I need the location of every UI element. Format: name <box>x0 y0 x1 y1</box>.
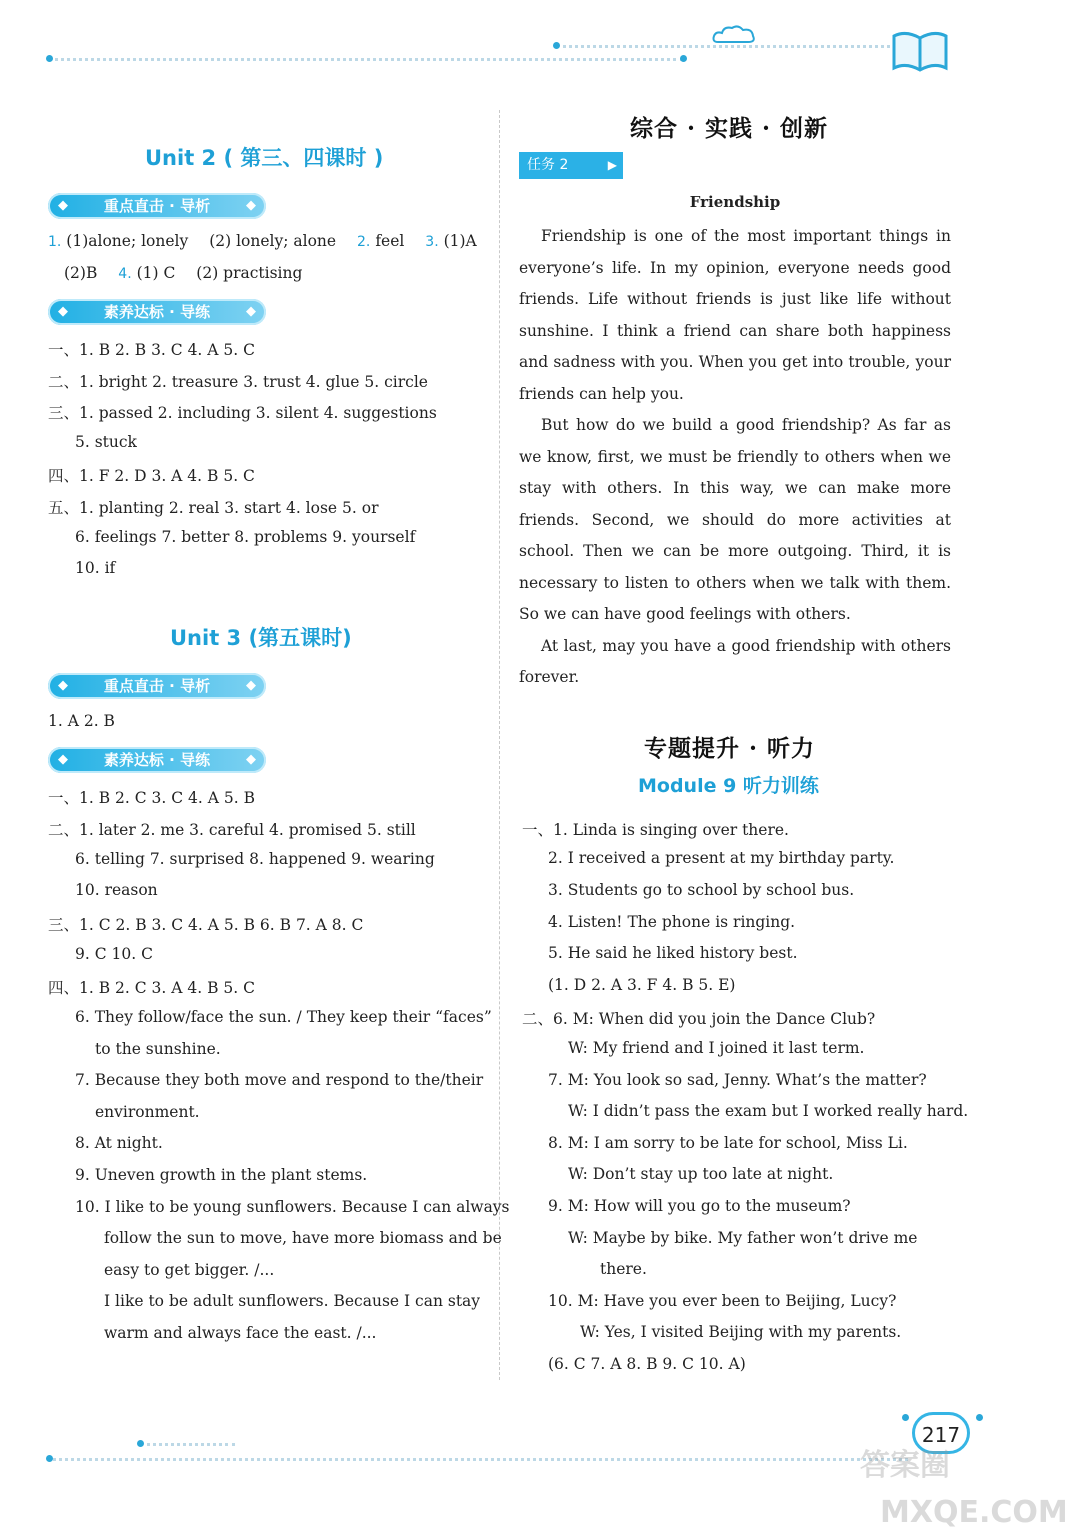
cloud-icon <box>712 24 756 50</box>
book-icon <box>890 28 950 78</box>
section-pill <box>48 673 266 699</box>
diamond-icon: ◆ <box>58 198 68 213</box>
answer-line: 三、1. C 2. B 3. C 4. A 5. B 6. B 7. A 8. C <box>48 916 364 934</box>
page-number: 217 <box>912 1412 970 1454</box>
answer-line: 7. Because they both move and respond to the/their <box>75 1071 484 1089</box>
module-title: Module 9 听力训练 <box>638 775 819 797</box>
listening-line: W: Don’t stay up too late at night. <box>568 1165 834 1183</box>
task-label-text: 任务 2 <box>527 157 569 173</box>
listening-line: (6. C 7. A 8. B 9. C 10. A) <box>548 1355 746 1373</box>
answer-text: feel <box>375 232 405 250</box>
answer-line: 1. A 2. B <box>48 712 115 730</box>
listening-line: 一、1. Linda is singing over there. <box>522 821 789 839</box>
pill-label: 重点直击 · 导析 <box>103 197 211 215</box>
answer-text: (1) C <box>136 264 176 282</box>
footer-dot <box>46 1455 53 1462</box>
pill-label: 重点直击 · 导析 <box>103 677 211 695</box>
answer-line: 一、1. B 2. B 3. C 4. A 5. C <box>48 341 255 359</box>
section-pill <box>48 299 266 325</box>
answer-text: (1)A <box>443 232 477 250</box>
answer-line: 四、1. F 2. D 3. A 4. B 5. C <box>48 467 255 485</box>
answer-number: 1. <box>48 234 62 250</box>
listening-line: 8. M: I am sorry to be late for school, Miss Li. <box>548 1134 908 1152</box>
listening-line: 7. M: You look so sad, Jenny. What’s the matter? <box>548 1071 927 1089</box>
footer-dot <box>902 1414 909 1421</box>
footer-dotted-line <box>140 1443 235 1446</box>
answer-number: 2. <box>357 234 371 250</box>
essay <box>519 221 951 694</box>
answer-line <box>48 232 477 250</box>
listening-line: W: Yes, I visited Beijing with my parents. <box>580 1323 902 1341</box>
answer-text: (1)alone; lonely <box>66 232 189 250</box>
answer-line: environment. <box>95 1103 200 1121</box>
listening-line: 10. M: Have you ever been to Beijing, Lucy? <box>548 1292 897 1310</box>
task-label <box>519 152 623 179</box>
listening-line: there. <box>600 1260 647 1278</box>
answer-number: 4. <box>118 266 132 282</box>
diamond-icon: ◆ <box>246 304 256 319</box>
header-dot <box>680 55 687 62</box>
answer-line: 三、1. passed 2. including 3. silent 4. suggestions <box>48 404 437 422</box>
answer-number: 3. <box>425 234 439 250</box>
answer-line: easy to get bigger. /... <box>104 1261 275 1279</box>
diamond-icon: ◆ <box>246 678 256 693</box>
header-dotted-line <box>48 58 683 61</box>
diamond-icon: ◆ <box>58 304 68 319</box>
answer-line: 6. telling 7. surprised 8. happened 9. wearing <box>75 850 435 868</box>
diamond-icon: ◆ <box>246 752 256 767</box>
answer-line: 5. stuck <box>75 433 137 451</box>
answer-line: follow the sun to move, have more biomass and be <box>104 1229 502 1247</box>
answer-line: 二、1. later 2. me 3. careful 4. promised 5. still <box>48 821 416 839</box>
section-title: 专题提升 · 听力 <box>644 735 816 762</box>
answer-line: to the sunshine. <box>95 1040 221 1058</box>
diamond-icon: ◆ <box>58 678 68 693</box>
answer-line: 10. if <box>75 559 116 577</box>
essay-paragraph: Friendship is one of the most important things in everyone’s life. In my opinion, everyone needs good friends. Life without friends is just like life without sunshine. I think a friend can share both happiness and sadness with you. When you get into trouble, your friends can help you. <box>519 227 951 403</box>
answer-line: 6. They follow/face the sun. / They keep their “faces” <box>75 1008 492 1026</box>
diamond-icon: ◆ <box>58 752 68 767</box>
footer-dot <box>976 1414 983 1421</box>
answer-line: 一、1. B 2. C 3. C 4. A 5. B <box>48 789 255 807</box>
essay-paragraph: But how do we build a good friendship? As far as we know, first, we must be friendly to others when we stay with others. In this way, we can make more friends. Second, we should do more activities at school. Then we can be more outgoing. Third, it is necessary to listen to others when we talk with them. So we can have good feelings with others. <box>519 416 951 623</box>
listening-line: 二、6. M: When did you join the Dance Club? <box>522 1010 876 1028</box>
answer-line: 五、1. planting 2. real 3. start 4. lose 5. or <box>48 499 379 517</box>
watermark: 答案圈 <box>860 1448 950 1483</box>
answer-line: 10. I like to be young sunflowers. Because I can always <box>75 1198 510 1216</box>
listening-line: 2. I received a present at my birthday party. <box>548 849 895 867</box>
answer-line: warm and always face the east. /... <box>104 1324 377 1342</box>
unit2-title: Unit 2 ( 第三、四课时 ) <box>145 146 384 170</box>
essay-paragraph: At last, may you have a good friendship with others forever. <box>519 636 951 686</box>
answer-line: 9. Uneven growth in the plant stems. <box>75 1166 368 1184</box>
section-title: 综合 · 实践 · 创新 <box>630 115 829 142</box>
section-pill <box>48 747 266 773</box>
pill-label: 素养达标 · 导练 <box>103 751 211 769</box>
listening-line: W: My friend and I joined it last term. <box>568 1039 865 1057</box>
answer-line: 四、1. B 2. C 3. A 4. B 5. C <box>48 979 255 997</box>
answer-text: (2) practising <box>196 264 303 282</box>
answer-line: 10. reason <box>75 881 158 899</box>
play-arrow-icon: ▶ <box>607 158 617 172</box>
unit3-title: Unit 3 (第五课时) <box>170 626 352 650</box>
answer-line: 6. feelings 7. better 8. problems 9. yourself <box>75 528 416 546</box>
pill-label: 素养达标 · 导练 <box>103 303 211 321</box>
answer-line: I like to be adult sunflowers. Because I can stay <box>104 1292 481 1310</box>
essay-title: Friendship <box>689 193 781 211</box>
answer-text: (2)B <box>64 264 98 282</box>
listening-line: 9. M: How will you go to the museum? <box>548 1197 851 1215</box>
header-dot <box>46 55 53 62</box>
section-pill <box>48 193 266 219</box>
header-dot <box>553 42 560 49</box>
answer-line: 9. C 10. C <box>75 945 153 963</box>
watermark-url: MXQE.COM <box>880 1495 1068 1530</box>
footer-dot <box>137 1440 144 1447</box>
column-divider <box>499 110 500 1380</box>
listening-line: 3. Students go to school by school bus. <box>548 881 855 899</box>
listening-line: 5. He said he liked history best. <box>548 944 798 962</box>
listening-line: (1. D 2. A 3. F 4. B 5. E) <box>548 976 736 994</box>
footer-dotted-line <box>48 1458 908 1461</box>
listening-line: W: I didn’t pass the exam but I worked really hard. <box>568 1102 969 1120</box>
listening-line: 4. Listen! The phone is ringing. <box>548 913 796 931</box>
answer-line: 8. At night. <box>75 1134 163 1152</box>
answer-line: 二、1. bright 2. treasure 3. trust 4. glue 5. circle <box>48 373 428 391</box>
diamond-icon: ◆ <box>246 198 256 213</box>
listening-line: W: Maybe by bike. My father won’t drive me <box>568 1229 918 1247</box>
answer-line <box>64 264 302 282</box>
answer-text: (2) lonely; alone <box>209 232 337 250</box>
